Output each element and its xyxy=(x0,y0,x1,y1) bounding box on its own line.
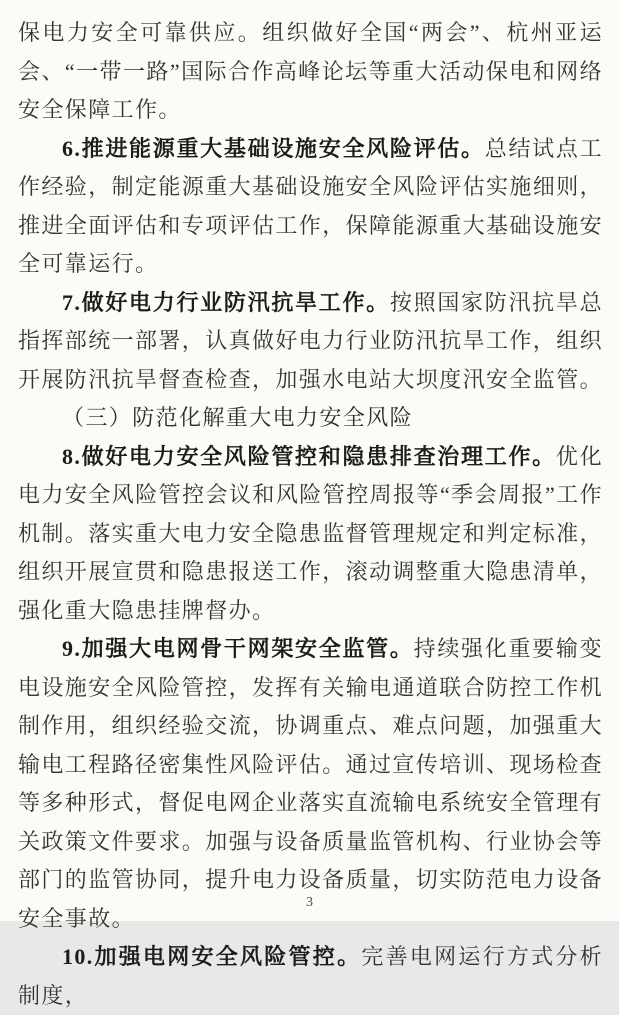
paragraph-lead: 7.做好电力行业防汛抗旱工作。 xyxy=(62,289,390,315)
paragraph-item-9 xyxy=(18,630,603,938)
paragraph-item-6 xyxy=(18,130,603,284)
paragraph-text: 按照国家防汛抗旱总指挥部统一部署，认真做好电力行业防汛抗旱工作，组织开展防汛抗旱督查检查，加强水电站大坝度汛安全监管。 xyxy=(18,289,604,392)
page-number: 3 xyxy=(306,895,313,910)
document-body xyxy=(18,14,603,1015)
paragraph-text: 持续强化重要输变电设施安全风险管控，发挥有关输电通道联合防控工作机制作用，组织经验交流，协调重点、难点问题，加强重大输电工程路径密集性风险评估。通过宣传培训、现场检查等多种形式，督促电网企业落实直流输电系统安全管理有关政策文件要求。加强与设备质量监管机构、行业协会等部门的监管协同，提升电力设备质量，切实防范电力设备安全事故。 xyxy=(18,636,604,931)
paragraph-text: 优化电力安全风险管控会议和风险管控周报等“季会周报”工作机制。落实重大电力安全隐患监督管理规定和判定标准，组织开展宣贯和隐患报送工作，滚动调整重大隐患清单，强化重大隐患挂牌督办。 xyxy=(18,443,604,623)
paragraph-lead: 9.加强大电网骨干网架安全监管。 xyxy=(62,636,414,661)
paragraph-text: 保电力安全可靠供应。组织做好全国“两会”、杭州亚运会、“一带一路”国际合作高峰论坛等重大活动保电和网络安全保障工作。 xyxy=(18,20,603,122)
section-heading-3 xyxy=(18,399,603,438)
paragraph-item-7 xyxy=(18,284,603,400)
paragraph-lead: 10.加强电网安全风险管控。 xyxy=(62,944,362,969)
paragraph-item-8 xyxy=(18,438,603,631)
paragraph-text: 完善电网运行方式分析制度， xyxy=(18,944,603,1008)
paragraph-lead: 6.推进能源重大基础设施安全风险评估。 xyxy=(62,135,485,161)
paragraph-text: 总结试点工作经验，制定能源重大基础设施安全风险评估实施细则，推进全面评估和专项评估工作，保障能源重大基础设施安全可靠运行。 xyxy=(18,135,604,276)
paragraph-item-10 xyxy=(18,938,603,1015)
paragraph-continuation xyxy=(18,14,603,130)
section-heading-text: （三）防范化解重大电力安全风险 xyxy=(62,405,414,430)
paragraph-lead: 8.做好电力安全风险管控和隐患排查治理工作。 xyxy=(62,443,556,469)
